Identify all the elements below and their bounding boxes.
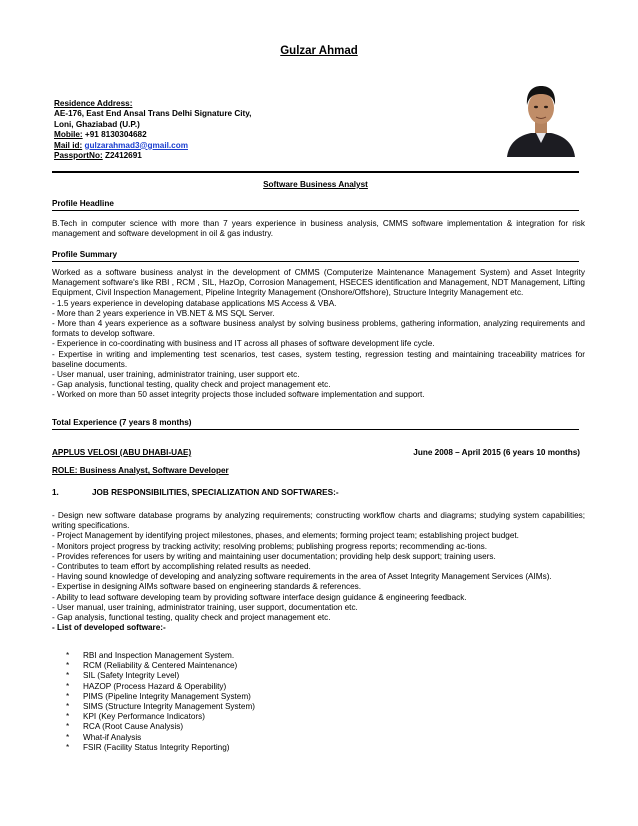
profile-summary-heading: Profile Summary <box>52 250 118 259</box>
residence-label: Residence Address: <box>54 99 133 108</box>
responsibility-item: - User manual, user training, administrator training, user support, documentation etc. <box>52 602 358 612</box>
email-link[interactable]: gulzarahmad3@gmail.com <box>84 140 189 150</box>
header-divider <box>52 171 579 173</box>
bullet-icon: * <box>66 691 70 701</box>
company-name: APPLUS VELOSI (ABU DHABI-UAE) <box>52 448 192 457</box>
section-number: 1. <box>52 488 59 497</box>
responsibility-item: - Design new software database programs by analyzing requirements; constructing workflow charts and diagrams; studying system capabilities; writing specifications. <box>52 511 585 531</box>
profile-summary-intro: Worked as a software business analyst in the development of CMMS (Computerize Maintenance Management System) and Asset Integrity Management software's like RBI , RCM , SIL, HazOp, Corrosion Management, HSECES identification and Management, NDT Management, Lifting Equipment, Civil Inspection Management, Pipeline Integrity Management (Onshore/Offshore), Structure Integrity Management etc. <box>52 268 585 298</box>
total-experience-heading: Total Experience (7 years 8 months) <box>52 418 192 427</box>
bullet-icon: * <box>66 742 70 752</box>
bullet-icon: * <box>66 722 70 732</box>
mobile-label: Mobile: <box>54 130 83 140</box>
candidate-name: Gulzar Ahmad <box>280 45 358 57</box>
software-name: RCA (Root Cause Analysis) <box>83 722 184 732</box>
passport-value: Z2412691 <box>102 151 142 161</box>
designation-title: Software Business Analyst <box>263 180 368 189</box>
responsibility-item: - Gap analysis, functional testing, quality check and project management etc. <box>52 613 331 623</box>
responsibilities-list <box>52 511 585 633</box>
software-item <box>66 743 255 753</box>
responsibility-item: - Provides references for users by writing and maintaining user documentation; providing help desk support; training users. <box>52 551 496 561</box>
section-divider <box>52 261 579 262</box>
software-item <box>66 661 255 671</box>
address-line-1: AE-176, East End Ansal Trans Delhi Signature City, <box>54 109 252 119</box>
mail-row <box>54 141 251 151</box>
software-item <box>66 702 255 712</box>
profile-photo <box>505 77 577 157</box>
role-title: ROLE: Business Analyst, Software Developer <box>52 466 229 475</box>
software-item <box>66 671 255 681</box>
software-list <box>66 651 255 753</box>
contact-block <box>54 99 251 161</box>
passport-row <box>54 151 251 161</box>
bullet-icon: * <box>66 712 70 722</box>
bullet-icon: * <box>66 681 70 691</box>
summary-point: - Experience in co-coordinating with business and IT across all phases of software development life cycle. <box>52 339 435 349</box>
responsibility-item: - Project Management by identifying project milestones, phases, and elements; forming project team; establishing project budget. <box>52 531 519 541</box>
responsibility-item: - Contributes to team effort by accomplishing related results as needed. <box>52 562 311 572</box>
responsibility-item: - Ability to lead software developing team by providing software interface design guidance & engineering feedback. <box>52 592 467 602</box>
software-name: FSIR (Facility Status Integrity Reporting) <box>83 742 230 752</box>
software-item <box>66 712 255 722</box>
responsibility-item: - Monitors project progress by tracking activity; resolving problems; publishing progress reports; recommending ac-tions. <box>52 541 488 551</box>
software-name: PIMS (Pipeline Integrity Management System) <box>83 691 251 701</box>
bullet-icon: * <box>66 671 70 681</box>
software-name: RBI and Inspection Management System. <box>83 651 235 660</box>
summary-point: - Gap analysis, functional testing, quality check and project management etc. <box>52 380 331 390</box>
software-item <box>66 722 255 732</box>
bullet-icon: * <box>66 732 70 742</box>
bullet-icon: * <box>66 702 70 712</box>
software-item <box>66 733 255 743</box>
mobile-value: +91 8130304682 <box>82 130 147 140</box>
software-item <box>66 651 255 661</box>
bullet-icon: * <box>66 661 70 671</box>
software-name: SIMS (Structure Integrity Management System) <box>83 702 255 712</box>
mobile-row <box>54 130 251 140</box>
software-list-heading: - List of developed software:- <box>52 623 166 633</box>
software-name: What-if Analysis <box>83 732 142 742</box>
summary-point: - Worked on more than 50 asset integrity projects those included software implementation and support. <box>52 390 425 400</box>
passport-label: PassportNo: <box>54 151 103 161</box>
software-item <box>66 692 255 702</box>
software-name: RCM (Reliability & Centered Maintenance) <box>83 661 238 671</box>
software-name: HAZOP (Process Hazard & Operability) <box>83 681 227 691</box>
summary-point: - 1.5 years experience in developing database applications MS Access & VBA. <box>52 298 337 308</box>
person-photo-icon <box>505 77 577 157</box>
profile-summary-body <box>52 268 585 401</box>
employment-period: June 2008 – April 2015 (6 years 10 months) <box>413 448 580 457</box>
responsibilities-heading: JOB RESPONSIBILITIES, SPECIALIZATION AND SOFTWARES:- <box>92 488 339 497</box>
responsibility-item: - Expertise in designing AIMs software based on engineering standards & references. <box>52 582 362 592</box>
section-divider <box>52 210 579 211</box>
summary-point: - More than 4 years experience as a software business analyst by solving business problems, gathering information, analyzing requirements and formats to develop software. <box>52 319 585 339</box>
bullet-icon: * <box>66 651 70 660</box>
software-name: KPI (Key Performance Indicators) <box>83 712 205 722</box>
summary-point: - User manual, user training, administrator training, user support etc. <box>52 370 300 380</box>
summary-point: - More than 2 years experience in VB.NET & MS SQL Server. <box>52 308 275 318</box>
section-divider <box>52 429 579 430</box>
software-name: SIL (Safety Integrity Level) <box>83 671 180 681</box>
address-line-2: Loni, Ghaziabad (U.P.) <box>54 119 140 129</box>
summary-point: - Expertise in writing and implementing test scenarios, test cases, system testing, regression testing and maintaining traceability matrices for baseline documents. <box>52 349 585 369</box>
profile-headline-heading: Profile Headline <box>52 199 114 208</box>
profile-headline-text: B.Tech in computer science with more than 7 years experience in business analysis, CMMS software implementation & integration for risk management and software development in oil & gas industry. <box>52 219 585 239</box>
responsibility-item: - Having sound knowledge of developing and analyzing software requirements in the area of Asset Integrity Management Services (AIMs). <box>52 572 552 582</box>
mail-label: Mail id: <box>54 140 83 150</box>
software-item <box>66 682 255 692</box>
